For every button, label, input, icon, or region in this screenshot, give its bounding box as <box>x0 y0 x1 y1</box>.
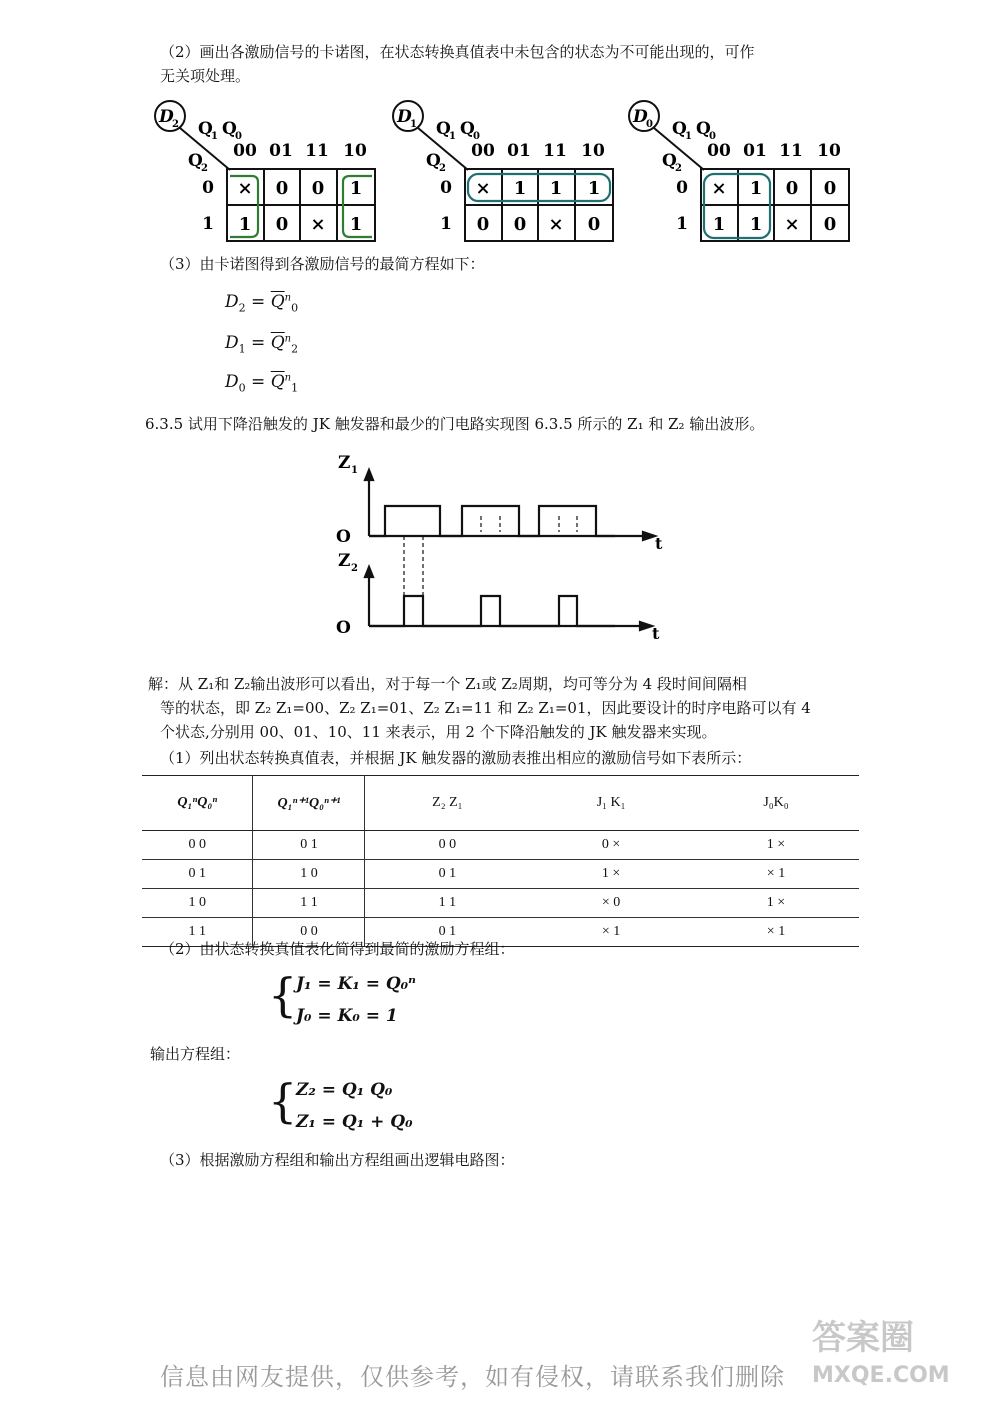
table-header-next: Q₁ⁿ⁺¹Q₀ⁿ⁺¹ <box>253 776 365 831</box>
svg-text:0: 0 <box>476 214 490 235</box>
svg-text:0: 0 <box>709 131 716 142</box>
kmap-d1-sub: 1 <box>410 119 417 130</box>
origin-label-1: O <box>336 527 351 547</box>
excitation-eq-1: J₁ = K₁ = Q₀ⁿ <box>296 974 416 994</box>
z2-sub: 2 <box>351 563 358 574</box>
svg-text:1: 1 <box>712 214 726 235</box>
excitation-brace: { <box>268 968 298 1022</box>
svg-text:2: 2 <box>675 163 682 174</box>
svg-text:0: 0 <box>513 214 527 235</box>
kmap-d2-rowvar: Q <box>188 151 203 171</box>
table-row: 1 1 0 0 0 1 × 1 × 1 <box>142 918 859 947</box>
kmap-d2-cell-0-1: 0 <box>275 178 289 199</box>
table-row: 0 0 0 1 0 0 0 × 1 × <box>142 831 859 860</box>
svg-text:×: × <box>784 214 800 235</box>
waveform-diagram <box>330 450 680 654</box>
svg-text:1: 1 <box>749 178 763 199</box>
kmap-d0-sub: 0 <box>646 119 653 130</box>
equation-d1: $D_1 = \overline{Q}^n_2$ <box>225 333 299 356</box>
state-transition-table <box>142 775 859 947</box>
svg-text:Q: Q <box>662 151 677 171</box>
svg-text:1: 1 <box>685 131 692 142</box>
svg-text:0: 0 <box>473 131 480 142</box>
kmap-d1-name: D <box>397 107 412 127</box>
output-eq-1: Z₂ = Q₁ Q₀ <box>296 1080 393 1100</box>
kmap-d2-row-0: 0 <box>202 178 214 198</box>
table-header-j1k1: J₁ K₁ <box>529 776 693 831</box>
output-label: 输出方程组： <box>150 1045 241 1063</box>
solution-line-3: 个状态,分别用 00、01、10、11 来表示，用 2 个下降沿触发的 JK 触发器来实现。 <box>160 723 717 741</box>
intro-line-1: （2）画出各激励信号的卡诺图，在状态转换真值表中未包含的状态为不可能出现的，可作 <box>160 43 755 61</box>
svg-text:1: 1 <box>440 214 452 234</box>
svg-text:1: 1 <box>749 214 763 235</box>
svg-text:0: 0 <box>785 178 799 199</box>
svg-text:1: 1 <box>449 131 456 142</box>
equation-d0: $D_0 = \overline{Q}^n_1$ <box>225 372 299 395</box>
svg-text:1: 1 <box>513 178 527 199</box>
svg-text:Q: Q <box>426 151 441 171</box>
svg-text:00: 00 <box>471 141 495 161</box>
kmap-d2-col-3: 10 <box>343 141 367 161</box>
time-label-2: t <box>652 624 660 643</box>
kmap-d0 <box>624 98 864 252</box>
svg-text:00: 00 <box>707 141 731 161</box>
kmap-d2 <box>150 98 390 252</box>
solution-line-2: 等的状态，即 Z₂ Z₁=00、Z₂ Z₁=01、Z₂ Z₁=11 和 Z₂ Z₁=01，因此要设计的时序电路可以有 4 <box>160 699 811 717</box>
svg-text:Q: Q <box>436 119 451 139</box>
step3-text: （3）由卡诺图得到各激励信号的最简方程如下： <box>160 255 485 273</box>
z1-label: Z <box>338 453 351 473</box>
kmap-d2-cell-0-3: 1 <box>349 178 363 199</box>
svg-text:2: 2 <box>439 163 446 174</box>
table-row: 0 1 1 0 0 1 1 × × 1 <box>142 860 859 889</box>
time-label-1: t <box>655 534 663 553</box>
svg-text:01: 01 <box>507 141 531 161</box>
output-eq-2: Z₁ = Q₁ + Q₀ <box>296 1112 413 1132</box>
svg-text:Q: Q <box>460 119 475 139</box>
table-row: 1 0 1 1 1 1 × 0 1 × <box>142 889 859 918</box>
svg-text:0: 0 <box>823 178 837 199</box>
svg-text:1: 1 <box>211 131 218 142</box>
kmap-d2-col-2: 11 <box>305 141 329 161</box>
table-header-j0k0: J₀K₀ <box>693 776 859 831</box>
kmap-d1 <box>388 98 628 252</box>
svg-text:×: × <box>711 178 727 199</box>
kmap-d2-cell-1-2: × <box>310 214 326 235</box>
kmap-d2-cell-1-1: 0 <box>275 214 289 235</box>
kmap-d2-col-0: 00 <box>233 141 257 161</box>
kmap-d2-colvar-0: Q <box>222 119 237 139</box>
intro-line-2: 无关项处理。 <box>160 67 251 85</box>
kmap-d0-name: D <box>633 107 648 127</box>
svg-text:10: 10 <box>817 141 841 161</box>
svg-text:0: 0 <box>440 178 452 198</box>
kmap-d2-cell-0-2: 0 <box>311 178 325 199</box>
step3b-text: （3）根据激励方程组和输出方程组画出逻辑电路图： <box>160 1151 515 1169</box>
table-header-current: Q₁ⁿQ₀ⁿ <box>142 776 253 831</box>
kmap-d2-col-1: 01 <box>269 141 293 161</box>
svg-text:1: 1 <box>676 214 688 234</box>
svg-text:10: 10 <box>581 141 605 161</box>
svg-text:1: 1 <box>587 178 601 199</box>
step2-text: （2）由状态转换真值表化简得到最简的激励方程组： <box>160 940 515 958</box>
solution-line-4: （1）列出状态转换真值表，并根据 JK 触发器的激励表推出相应的激励信号如下表所示： <box>160 749 752 767</box>
kmap-d2-name: D <box>159 107 174 127</box>
origin-label-2: O <box>336 618 351 638</box>
footer-disclaimer: 信息由网友提供，仅供参考，如有侵权，请联系我们删除 <box>160 1363 785 1391</box>
svg-text:0: 0 <box>235 131 242 142</box>
excitation-eq-2: J₀ = K₀ = 1 <box>296 1006 398 1026</box>
kmap-d2-colvar-1: Q <box>198 119 213 139</box>
problem-statement: 6.3.5 试用下降沿触发的 JK 触发器和最少的门电路实现图 6.3.5 所示的 Z₁ 和 Z₂ 输出波形。 <box>145 415 765 433</box>
svg-text:0: 0 <box>676 178 688 198</box>
z2-label: Z <box>338 551 351 571</box>
svg-text:0: 0 <box>823 214 837 235</box>
kmap-d2-cell-1-3: 1 <box>349 214 363 235</box>
kmap-d2-cell-0-0: × <box>237 178 253 199</box>
svg-text:1: 1 <box>549 178 563 199</box>
svg-text:×: × <box>548 214 564 235</box>
svg-text:Q: Q <box>672 119 687 139</box>
svg-text:2: 2 <box>201 163 208 174</box>
svg-text:Q: Q <box>696 119 711 139</box>
kmap-d2-sub: 2 <box>172 119 179 130</box>
kmap-d2-cell-1-0: 1 <box>238 214 252 235</box>
watermark-logo: 答案圈 MXQE.COM <box>812 1318 950 1388</box>
kmap-d2-row-1: 1 <box>202 214 214 234</box>
svg-text:×: × <box>475 178 491 199</box>
solution-line-1: 解：从 Z₁和 Z₂输出波形可以看出，对于每一个 Z₁或 Z₂周期，均可等分为 4 段时间间隔相 <box>148 675 747 693</box>
equation-d2: $D_2 = \overline{Q}^n_0$ <box>225 292 299 315</box>
z1-sub: 1 <box>351 465 358 476</box>
svg-text:11: 11 <box>779 141 803 161</box>
table-header-z: Z₂ Z₁ <box>365 776 529 831</box>
svg-text:0: 0 <box>587 214 601 235</box>
output-brace: { <box>268 1074 298 1128</box>
svg-text:11: 11 <box>543 141 567 161</box>
svg-text:01: 01 <box>743 141 767 161</box>
